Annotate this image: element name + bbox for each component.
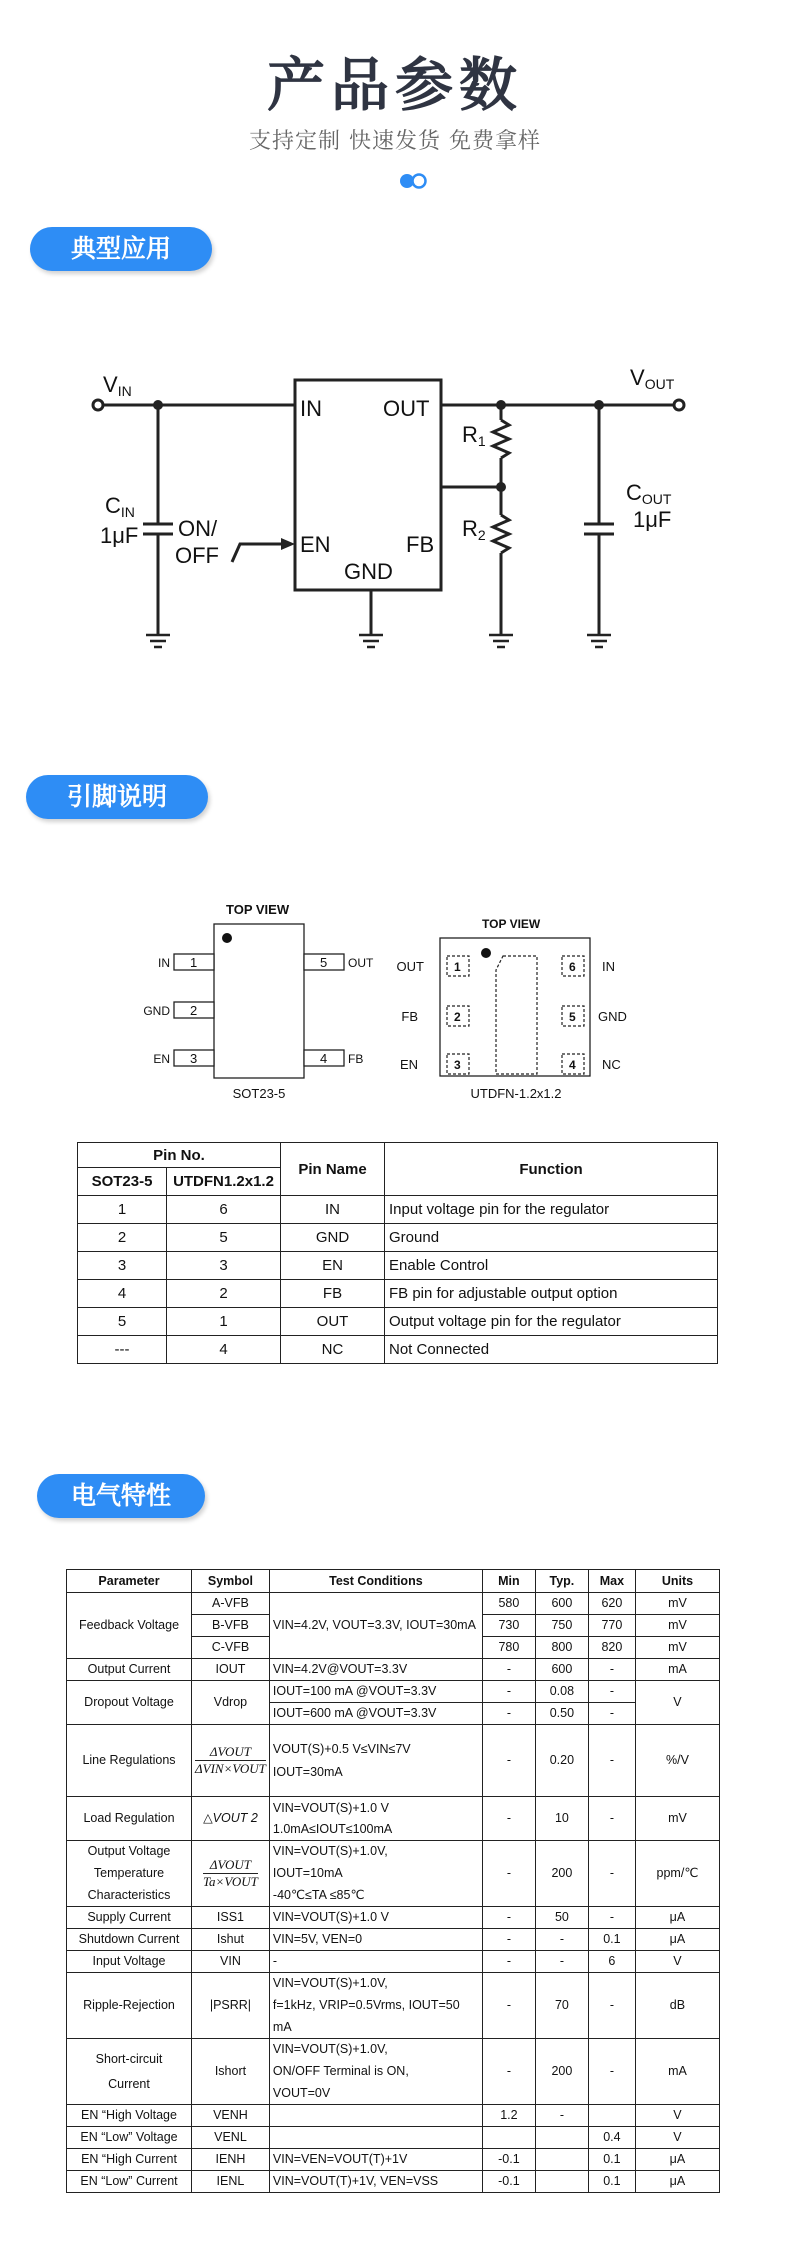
table-row: 5 1 OUT Output voltage pin for the regulator — [78, 1308, 718, 1336]
sot-header: SOT23-5 — [78, 1168, 167, 1196]
svg-text:TOP VIEW: TOP VIEW — [226, 902, 290, 917]
table-row: 4 2 FB FB pin for adjustable output option — [78, 1280, 718, 1308]
svg-text:R2: R2 — [462, 516, 486, 543]
table-row: Feedback Voltage A-VFB VIN=4.2V, VOUT=3.3V, IOUT=30mA 580 600 620 mV — [67, 1593, 720, 1615]
svg-text:EN: EN — [300, 532, 331, 557]
decorative-dots-icon — [398, 172, 430, 190]
table-row: Dropout Voltage Vdrop IOUT=100 mA @VOUT=3.3V - 0.08 - V — [67, 1681, 720, 1703]
svg-text:GND: GND — [598, 1009, 627, 1024]
table-row: EN “High Voltage VENH 1.2 - V — [67, 2105, 720, 2127]
col-conditions: Test Conditions — [269, 1570, 482, 1593]
table-row: EN “High Current IENH VIN=VEN=VOUT(T)+1V -0.1 0.1 μA — [67, 2149, 720, 2171]
svg-text:OFF: OFF — [175, 543, 219, 568]
svg-text:1: 1 — [454, 960, 461, 974]
col-symbol: Symbol — [192, 1570, 270, 1593]
svg-text:ON/: ON/ — [178, 516, 218, 541]
table-row: Shutdown Current Ishut VIN=5V, VEN=0 - - 0.1 μA — [67, 1929, 720, 1951]
svg-text:5: 5 — [320, 955, 328, 970]
table-row: EN “Low” Current IENL VIN=VOUT(T)+1V, VEN=VSS -0.1 0.1 μA — [67, 2171, 720, 2193]
electrical-characteristics-table — [66, 1569, 720, 2193]
svg-text:IN: IN — [158, 956, 170, 970]
table-row: 2 5 GND Ground — [78, 1224, 718, 1252]
svg-text:GND: GND — [143, 1004, 170, 1018]
table-row: Short-circuit Current Ishort VIN=VOUT(S)+1.0V, ON/OFF Terminal is ON, VOUT=0V - 200 - mA — [67, 2039, 720, 2105]
table-row: 1 6 IN Input voltage pin for the regulator — [78, 1196, 718, 1224]
table-row: Ripple-Rejection |PSRR| VIN=VOUT(S)+1.0V, f=1kHz, VRIP=0.5Vrms, IOUT=50 mA - 70 - dB — [67, 1973, 720, 2039]
table-row: C-VFB 780 800 820 mV — [67, 1637, 720, 1659]
pin-name-header: Pin Name — [281, 1143, 385, 1196]
table-row: IOUT=600 mA @VOUT=3.3V - 0.50 - — [67, 1703, 720, 1725]
svg-text:IN: IN — [300, 396, 322, 421]
svg-text:OUT: OUT — [396, 959, 424, 974]
col-min: Min — [482, 1570, 535, 1593]
svg-text:3: 3 — [190, 1051, 198, 1066]
svg-text:FB: FB — [401, 1009, 418, 1024]
col-parameter: Parameter — [67, 1570, 192, 1593]
page-subtitle: 支持定制 快速发货 免费拿样 — [249, 129, 541, 154]
svg-text:2: 2 — [454, 1010, 461, 1024]
function-header: Function — [385, 1143, 718, 1196]
svg-text:FB: FB — [406, 532, 435, 557]
section-label-pins: 引脚说明 — [26, 775, 208, 819]
table-row: Line Regulations $\frac{\text{ΔVOUT}}{\text{ΔVIN×VOUT}}$ VOUT(S)+0.5 V≤VIN≤7V IOUT=30mA - 0.20 - %/V — [67, 1725, 720, 1797]
svg-text:TOP VIEW: TOP VIEW — [482, 917, 541, 931]
svg-text:1μF: 1μF — [100, 523, 139, 548]
table-row: Output Current IOUT VIN=4.2V@VOUT=3.3V - 600 - mA — [67, 1659, 720, 1681]
svg-text:5: 5 — [569, 1010, 576, 1024]
table-row: EN “Low” Voltage VENL 0.4 V — [67, 2127, 720, 2149]
svg-text:COUT: COUT — [626, 480, 672, 507]
temp-coefficient-formula: $\frac{\text{ΔVOUT}}{\text{Ta×VOUT}}$ — [203, 1856, 258, 1889]
svg-text:1: 1 — [190, 955, 198, 970]
svg-text:4: 4 — [320, 1051, 328, 1066]
svg-text:UTDFN-1.2x1.2: UTDFN-1.2x1.2 — [470, 1086, 562, 1101]
svg-text:VOUT: VOUT — [630, 365, 675, 392]
svg-text:OUT: OUT — [383, 396, 430, 421]
svg-text:4: 4 — [569, 1058, 576, 1072]
svg-text:3: 3 — [454, 1058, 461, 1072]
page-title: 产品参数 — [266, 51, 523, 119]
table-row: Supply Current ISS1 VIN=VOUT(S)+1.0 V - 50 - μA — [67, 1907, 720, 1929]
svg-text:1μF: 1μF — [633, 507, 672, 532]
svg-text:EN: EN — [399, 1057, 418, 1072]
col-max: Max — [588, 1570, 635, 1593]
table-row: B-VFB 730 750 770 mV — [67, 1615, 720, 1637]
svg-text:GND: GND — [344, 559, 393, 584]
svg-text:VIN: VIN — [103, 372, 132, 399]
svg-text:OUT: OUT — [348, 956, 374, 970]
table-row: Output Voltage Temperature Characteristics $\frac{\text{ΔVOUT}}{\text{Ta×VOUT}}$ VIN=VOUT(S)+1.0V, IOUT=10mA -40℃≤TA ≤85℃ - 200 - ppm/℃ — [67, 1841, 720, 1907]
package-pinout-diagram — [0, 890, 790, 1120]
svg-text:SOT23-5: SOT23-5 — [232, 1086, 286, 1101]
svg-text:EN: EN — [153, 1052, 170, 1066]
section-label-application: 典型应用 — [30, 227, 212, 271]
table-row: 3 3 EN Enable Control — [78, 1252, 718, 1280]
svg-text:CIN: CIN — [105, 493, 135, 520]
line-regulation-formula: $\frac{\text{ΔVOUT}}{\text{ΔVIN×VOUT}}$ — [195, 1743, 266, 1776]
pin-no-header: Pin No. — [78, 1143, 281, 1168]
col-units: Units — [635, 1570, 719, 1593]
application-circuit-diagram — [0, 350, 790, 670]
dfn-header: UTDFN1.2x1.2 — [167, 1168, 281, 1196]
svg-text:IN: IN — [602, 959, 615, 974]
section-label-electrical: 电气特性 — [37, 1474, 205, 1518]
table-row: Load Regulation △VOUT 2 VIN=VOUT(S)+1.0 V 1.0mA≤IOUT≤100mA - 10 - mV — [67, 1797, 720, 1841]
svg-text:2: 2 — [190, 1003, 198, 1018]
table-row: Input Voltage VIN - - - 6 V — [67, 1951, 720, 1973]
table-row: --- 4 NC Not Connected — [78, 1336, 718, 1364]
pin-description-table — [77, 1142, 718, 1364]
svg-text:6: 6 — [569, 960, 576, 974]
svg-text:R1: R1 — [462, 422, 486, 449]
col-typ: Typ. — [535, 1570, 588, 1593]
svg-text:NC: NC — [602, 1057, 621, 1072]
svg-text:FB: FB — [348, 1052, 364, 1066]
